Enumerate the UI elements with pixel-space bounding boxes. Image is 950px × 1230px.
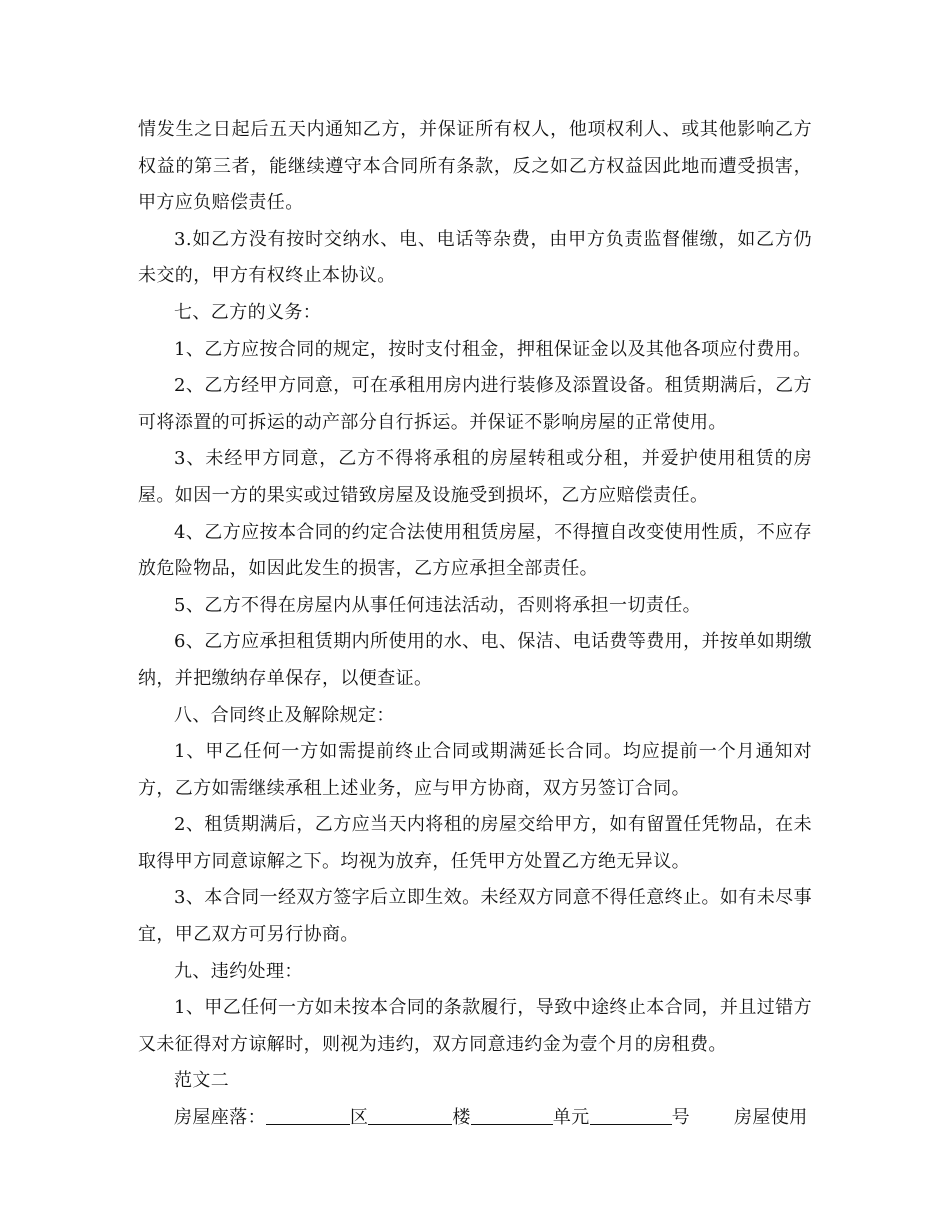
number-label: 号 xyxy=(671,1107,691,1129)
paragraph-obligation-2: 2、乙方经甲方同意，可在承租用房内进行装修及添置设备。租赁期满后，乙方可将添置的可拆运的动产部分自行拆运。并保证不影响房屋的正常使用。 xyxy=(138,375,812,433)
address-label: 房屋座落： xyxy=(174,1107,266,1129)
section-heading-8: 八、合同终止及解除规定： xyxy=(174,704,395,726)
paragraph-obligation-1: 1、乙方应按合同的规定，按时支付租金，押租保证金以及其他各项应付费用。 xyxy=(174,338,812,360)
building-blank xyxy=(368,1102,452,1125)
unit-label: 单元 xyxy=(552,1107,590,1129)
address-line xyxy=(138,1100,812,1137)
paragraph-obligation-6: 6、乙方应承担租赁期内所使用的水、电、保洁、电话费等费用，并按单如期缴纳，并把缴纳存单保存，以便查证。 xyxy=(138,631,812,689)
paragraph-termination-2: 2、租赁期满后，乙方应当天内将租的房屋交给甲方，如有留置任凭物品，在未取得甲方同意谅解之下。均视为放弃，任凭甲方处置乙方绝无异议。 xyxy=(138,814,812,872)
paragraph-termination-1: 1、甲乙任何一方如需提前终止合同或期满延长合同。均应提前一个月通知对方，乙方如需继续承租上述业务，应与甲方协商，双方另签订合同。 xyxy=(138,741,812,799)
district-blank xyxy=(266,1102,350,1125)
unit-blank xyxy=(471,1102,553,1125)
paragraph-obligation-4: 4、乙方应按本合同的约定合法使用租赁房屋，不得擅自改变使用性质，不应存放危险物品，如因此发生的损害，乙方应承担全部责任。 xyxy=(138,521,812,580)
section-heading-7: 七、乙方的义务： xyxy=(174,301,322,323)
paragraph-termination-3: 3、本合同一经双方签字后立即生效。未经双方同意不得任意终止。如有未尽事宜，甲乙双方可另行协商。 xyxy=(138,887,812,946)
district-label: 区 xyxy=(350,1107,369,1129)
paragraph-obligation-5: 5、乙方不得在房屋内从事任何违法活动，否则将承担一切责任。 xyxy=(174,594,702,616)
paragraph-breach-1: 1、甲乙任何一方如未按本合同的条款履行，导致中途终止本合同，并且过错方又未征得对方谅解时，则视为违约，双方同意违约金为壹个月的房租费。 xyxy=(138,997,812,1055)
paragraph-continuation: 情发生之日起后五天内通知乙方，并保证所有权人，他项权利人、或其他影响乙方权益的第三者，能继续遵守本合同所有条款，反之如乙方权益因此地而遭受损害，甲方应负赔偿责任。 xyxy=(138,119,812,214)
usage-label: 房屋使用 xyxy=(734,1107,808,1129)
building-label: 楼 xyxy=(452,1107,471,1129)
paragraph-clause-3: 3.如乙方没有按时交纳水、电、电话等杂费，由甲方负责监督催缴，如乙方仍未交的，甲方有权终止本协议。 xyxy=(138,228,812,287)
paragraph-obligation-3: 3、未经甲方同意，乙方不得将承租的房屋转租或分租，并爱护使用租赁的房屋。如因一方的果实或过错致房屋及设施受到损坏，乙方应赔偿责任。 xyxy=(138,448,812,506)
section-heading-9: 九、违约处理： xyxy=(174,960,303,982)
sample-two-heading: 范文二 xyxy=(174,1070,230,1092)
document-page xyxy=(138,112,812,1137)
number-blank xyxy=(590,1102,672,1125)
